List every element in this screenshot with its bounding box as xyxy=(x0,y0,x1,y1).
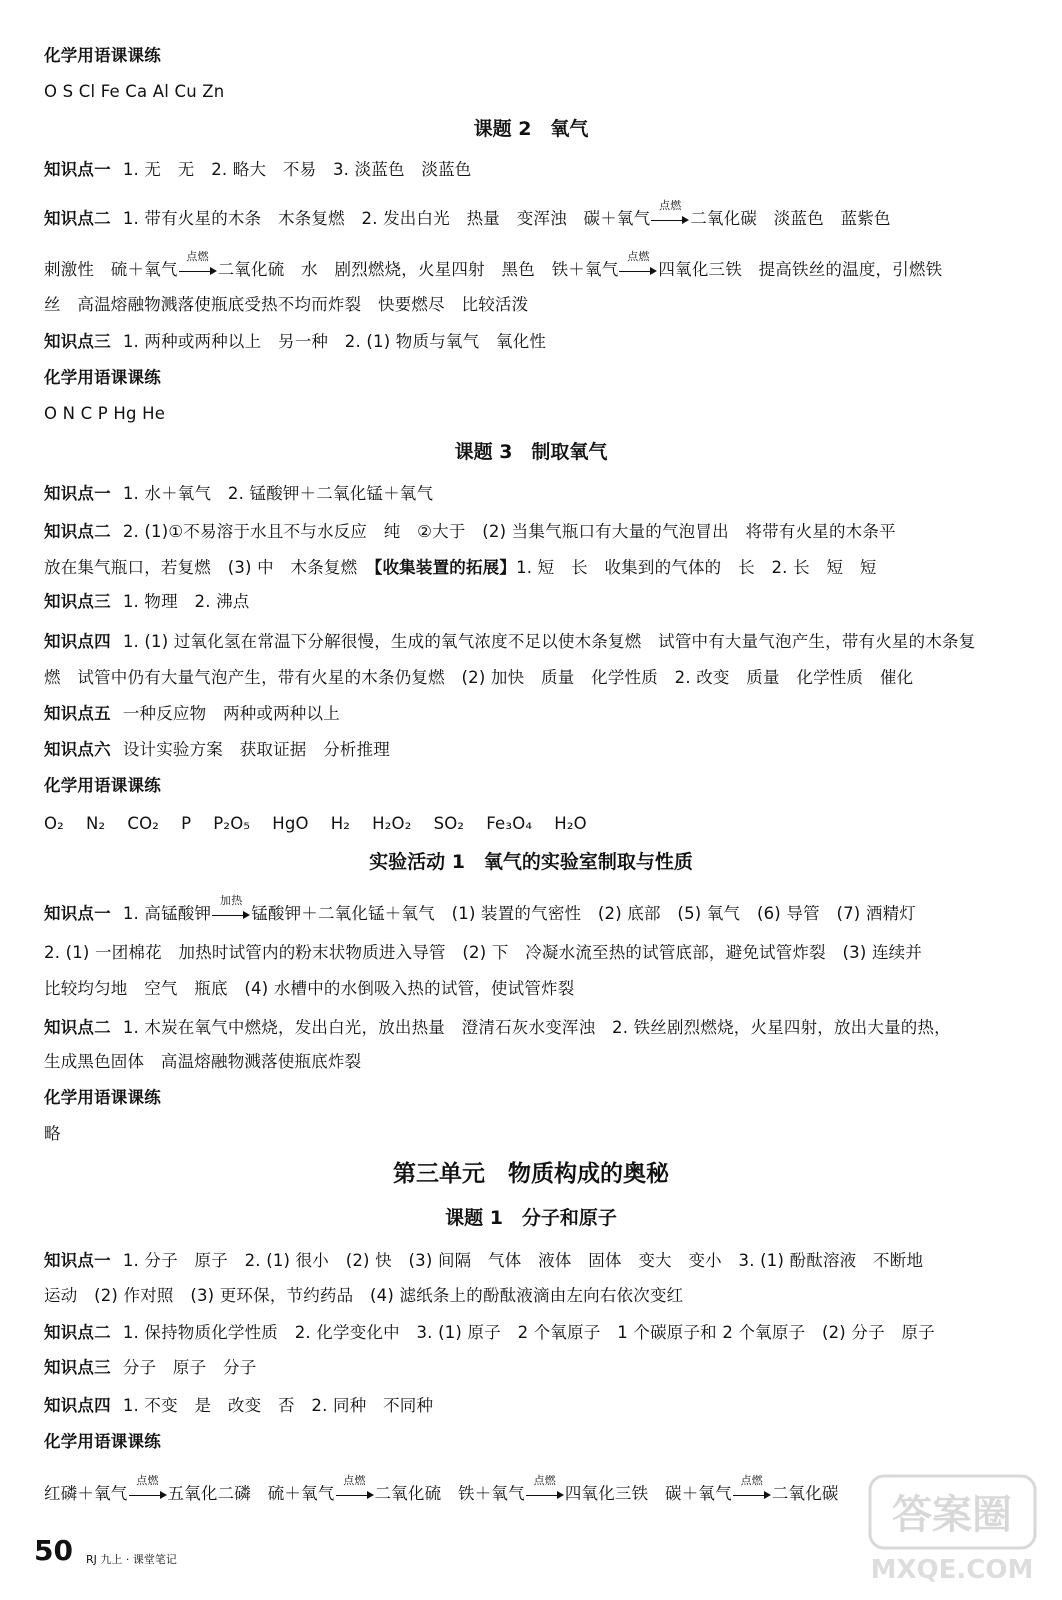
knowledge-point-label: 知识点三 xyxy=(44,592,111,611)
section-label xyxy=(44,44,1034,68)
answer-text: 红磷＋氧气 xyxy=(44,1484,128,1503)
reaction-condition: 点燃 xyxy=(136,1473,159,1487)
reaction-arrow xyxy=(212,893,250,920)
answer-text: 燃 试管中仍有大量气泡产生，带有火星的木条仍复燃 (2) 加快 质量 化学性质 2. 改变 质量 化学性质 催化 xyxy=(44,668,914,687)
answer-text: 2. (1) 一团棉花 加热时试管内的粉末状物质进入导管 (2) 下 冷凝水流至热的试管底部，避免试管炸裂 (3) 连续并 xyxy=(44,943,923,962)
answer-line xyxy=(44,1249,1034,1273)
answer-line xyxy=(44,1356,1034,1380)
answer-text: 化学用语课课练 xyxy=(44,368,161,387)
answer-line xyxy=(44,520,1034,544)
knowledge-point-label: 知识点四 xyxy=(44,1396,111,1415)
knowledge-point-label: 知识点一 xyxy=(44,484,111,503)
answer-line xyxy=(44,80,1034,104)
answer-line xyxy=(44,293,1034,317)
answer-line xyxy=(44,812,1034,836)
lesson-title: 课题 1 分子和原子 xyxy=(445,1207,617,1229)
answer-line xyxy=(44,249,1034,282)
answer-text: 1. 保持物质化学性质 2. 化学变化中 3. (1) 原子 2 个氧原子 1 个碳原子和 2 个氧原子 (2) 分子 原子 xyxy=(122,1323,935,1342)
answer-line xyxy=(44,738,1034,762)
reaction-arrow xyxy=(526,1473,564,1500)
knowledge-point-label: 知识点三 xyxy=(44,1358,111,1377)
chemical-formula: Fe₃O₄ xyxy=(486,814,533,833)
answer-text: 五氧化二磷 硫＋氧气 xyxy=(167,1484,335,1503)
chemical-formula: H₂ xyxy=(330,814,351,833)
answer-line xyxy=(44,1050,1034,1074)
reaction-arrow xyxy=(129,1473,167,1500)
knowledge-point-label: 知识点四 xyxy=(44,632,111,651)
answer-text: 二氧化硫 水 剧烈燃烧，火星四射 黑色 铁＋氧气 xyxy=(217,260,619,279)
knowledge-point-label: 知识点二 xyxy=(44,522,111,541)
answer-text: O N C P Hg He xyxy=(44,404,166,423)
reaction-arrow xyxy=(336,1473,374,1500)
answer-text: 1. 木炭在氧气中燃烧，发出白光，放出热量 澄清石灰水变浑浊 2. 铁丝剧烈燃烧，火星四射，放出大量的热， xyxy=(122,1018,951,1037)
section-label xyxy=(44,774,1034,798)
answer-line xyxy=(44,941,1034,965)
answer-text: 1. 物理 2. 沸点 xyxy=(122,592,250,611)
answer-line xyxy=(44,482,1034,506)
reaction-arrow xyxy=(619,249,657,276)
chemical-formula: P xyxy=(181,814,192,833)
answer-line xyxy=(44,977,1034,1001)
answer-text: 略 xyxy=(44,1124,61,1143)
answer-text: 1. 分子 原子 2. (1) 很小 (2) 快 (3) 间隔 气体 液体 固体 变大 变小 3. (1) 酚酞溶液 不断地 xyxy=(122,1251,924,1270)
answer-text: 放在集气瓶口，若复燃 (3) 中 木条复燃 xyxy=(44,558,375,577)
reaction-arrow xyxy=(179,249,217,276)
reaction-condition: 点燃 xyxy=(533,1473,557,1487)
chemical-formula: SO₂ xyxy=(433,814,465,833)
answer-text: 二氧化碳 xyxy=(771,1484,839,1503)
reaction-arrow xyxy=(651,198,689,225)
knowledge-point-label: 知识点一 xyxy=(44,904,111,923)
answer-line xyxy=(44,1394,1034,1418)
knowledge-point-label: 知识点二 xyxy=(44,1018,111,1037)
answer-text: 四氧化三铁 提高铁丝的温度，引燃铁 xyxy=(658,260,943,279)
answer-text: 二氧化碳 淡蓝色 蓝紫色 xyxy=(690,209,891,228)
knowledge-point-label: 知识点六 xyxy=(44,740,111,759)
knowledge-point-label: 知识点一 xyxy=(44,1251,111,1270)
answer-text: 丝 高温熔融物溅落使瓶底受热不均而炸裂 快要燃尽 比较活泼 xyxy=(44,295,529,314)
answer-line xyxy=(44,402,1034,426)
reaction-condition: 点燃 xyxy=(659,198,682,212)
answer-text: 化学用语课课练 xyxy=(44,776,161,795)
knowledge-point-label: 知识点二 xyxy=(44,1323,111,1342)
watermark-title: 答案圈 xyxy=(892,1492,1012,1538)
chemical-formula: P₂O₅ xyxy=(213,814,251,833)
answer-line xyxy=(44,590,1034,614)
answer-text: 1. 两种或两种以上 另一种 2. (1) 物质与氧气 氧化性 xyxy=(122,332,547,351)
answer-text: 化学用语课课练 xyxy=(44,1432,161,1451)
answer-text: 1. 水＋氧气 2. 锰酸钾＋二氧化锰＋氧气 xyxy=(122,484,434,503)
section-label xyxy=(44,1430,1034,1454)
answer-text: 刺激性 硫＋氧气 xyxy=(44,260,178,279)
answer-line xyxy=(44,702,1034,726)
answer-line xyxy=(44,630,1034,654)
answer-line xyxy=(44,1122,1034,1146)
lesson-title: 课题 2 氧气 xyxy=(473,118,589,140)
answer-line xyxy=(44,198,1034,231)
answer-line xyxy=(44,158,1034,182)
answer-text: 化学用语课课练 xyxy=(44,1088,161,1107)
knowledge-point-label: 知识点五 xyxy=(44,704,111,723)
lesson-title: 实验活动 1 氧气的实验室制取与性质 xyxy=(369,851,693,873)
answer-text: 分子 原子 分子 xyxy=(122,1358,257,1377)
answer-text: 化学用语课课练 xyxy=(44,46,161,65)
chemical-formula: CO₂ xyxy=(127,814,160,833)
chemical-formula: N₂ xyxy=(86,814,106,833)
answer-text: 锰酸钾＋二氧化锰＋氧气 (1) 装置的气密性 (2) 底部 (5) 氧气 (6) 导管 (7) 酒精灯 xyxy=(251,904,916,923)
answer-text: 生成黑色固体 高温熔融物溅落使瓶底炸裂 xyxy=(44,1052,362,1071)
unit-title: 第三单元 物质构成的奥秘 xyxy=(393,1161,669,1187)
section-label xyxy=(44,1086,1034,1110)
chemical-formula: O₂ xyxy=(44,814,65,833)
lesson-title: 课题 3 制取氧气 xyxy=(454,441,608,463)
reaction-arrow xyxy=(733,1473,771,1500)
answer-line xyxy=(44,1284,1034,1308)
answer-line xyxy=(44,556,1034,580)
answer-line xyxy=(44,893,1034,926)
answer-text: 1. 不变 是 改变 否 2. 同种 不同种 xyxy=(122,1396,434,1415)
reaction-condition: 点燃 xyxy=(186,249,209,263)
reaction-condition: 点燃 xyxy=(627,249,650,263)
answer-text: 运动 (2) 作对照 (3) 更环保，节约药品 (4) 滤纸条上的酚酞液滴由左向右依次变红 xyxy=(44,1286,684,1305)
footer-text: RJ 九上 · 课堂笔记 xyxy=(86,1553,177,1566)
watermark-logo xyxy=(860,1468,1045,1590)
knowledge-point-label: 知识点二 xyxy=(44,209,111,228)
answer-text: 比较均匀地 空气 瓶底 (4) 水槽中的水倒吸入热的试管，使试管炸裂 xyxy=(44,979,575,998)
answer-text: 二氧化硫 铁＋氧气 xyxy=(374,1484,525,1503)
chemical-formula: H₂O xyxy=(554,814,587,833)
answer-line xyxy=(44,1016,1034,1040)
watermark-url: MXQE.COM xyxy=(870,1555,1034,1585)
answer-line xyxy=(44,666,1034,690)
answer-line xyxy=(44,1321,1034,1345)
answer-line xyxy=(44,330,1034,354)
extension-heading: 【收集装置的拓展】 xyxy=(374,558,517,577)
answer-text: 1. 高锰酸钾 xyxy=(122,904,212,923)
answer-text: 1. 无 无 2. 略大 不易 3. 淡蓝色 淡蓝色 xyxy=(122,160,472,179)
page-number: 50 xyxy=(34,1534,73,1567)
knowledge-point-label: 知识点一 xyxy=(44,160,111,179)
answer-text: 一种反应物 两种或两种以上 xyxy=(122,704,340,723)
reaction-condition: 点燃 xyxy=(343,1473,366,1487)
chemical-formula: H₂O₂ xyxy=(372,814,412,833)
answer-text: 四氧化三铁 碳＋氧气 xyxy=(564,1484,732,1503)
answer-text: 设计实验方案 获取证据 分析推理 xyxy=(122,740,391,759)
chemical-formula: HgO xyxy=(272,814,309,833)
reaction-condition: 加热 xyxy=(220,893,243,907)
reaction-condition: 点燃 xyxy=(740,1473,764,1487)
answer-text: 2. (1)①不易溶于水且不与水反应 纯 ②大于 (2) 当集气瓶口有大量的气泡冒出 将带有火星的木条平 xyxy=(122,522,896,541)
answer-text: 1. (1) 过氧化氢在常温下分解很慢，生成的氧气浓度不足以使木条复燃 试管中有大量气泡产生，带有火星的木条复 xyxy=(122,632,976,651)
section-label xyxy=(44,366,1034,390)
knowledge-point-label: 知识点三 xyxy=(44,332,111,351)
answer-text: O S Cl Fe Ca Al Cu Zn xyxy=(44,82,225,101)
answer-text: 1. 带有火星的木条 木条复燃 2. 发出白光 热量 变浑浊 碳＋氧气 xyxy=(122,209,651,228)
answer-text: 1. 短 长 收集到的气体的 长 2. 长 短 短 xyxy=(516,558,877,577)
